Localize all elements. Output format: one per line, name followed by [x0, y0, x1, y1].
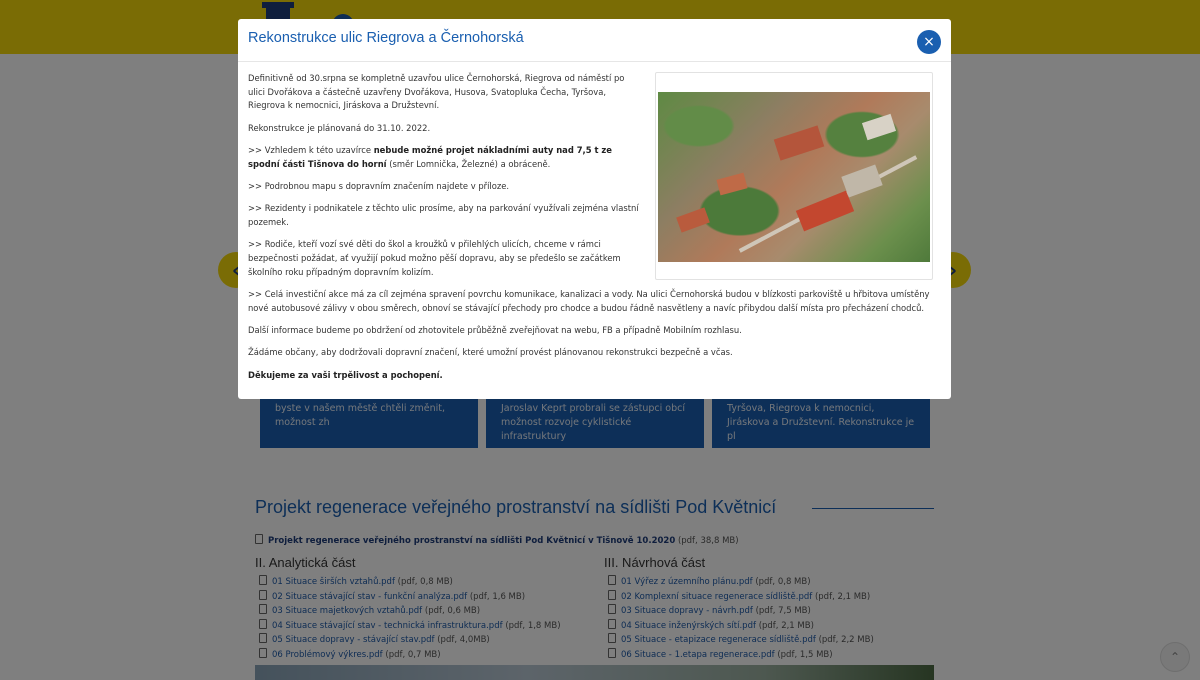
paragraph-text: (směr Lomnička, Železné) a obráceně.	[386, 158, 551, 169]
announcement-modal	[238, 19, 951, 399]
photo-roof-shape	[841, 165, 882, 198]
modal-paragraph	[248, 369, 933, 383]
modal-paragraph: >> Podrobnou mapu s dopravním značením najdete v příloze.	[248, 180, 510, 191]
close-icon[interactable]: ×	[917, 30, 941, 54]
photo-roof-shape	[796, 191, 854, 232]
modal-body	[248, 72, 933, 391]
photo-roof-shape	[716, 173, 747, 196]
modal-paragraph: >> Celá investiční akce má za cíl zejména spravení povrchu komunikace, kanalizaci a vody. Na ulici Černohorská budou v blízkosti parkoviště u hřbitova umístěny nové autobusové zálivy v obou směrech, obnoví se stávající přechody pro chodce a budou řádně nasvětleny a navíc přibydou další místa pro přecházení chodců.	[248, 288, 930, 313]
modal-image-frame	[655, 72, 933, 280]
modal-paragraph: Rekonstrukce je plánovaná do 31.10. 2022.	[248, 122, 431, 133]
modal-paragraph: >> Rodiče, kteří vozí své děti do škol a kroužků v přilehlých ulicích, chceme v rámci bezpečnosti požádat, ať využijí pokud možno pěší dopravu, aby se předešlo se začátkem školního roku případným dopravním kolizím.	[248, 239, 621, 277]
closing-thanks: Děkujeme za vaši trpělivost a pochopení.	[248, 369, 443, 380]
paragraph-bold-text: nebude možné projet nákladními auty nad 7,5 t ze spodní části Tišnova do horní	[248, 144, 612, 169]
photo-roof-shape	[774, 125, 825, 160]
modal-title: Rekonstrukce ulic Riegrova a Černohorská	[248, 30, 524, 46]
paragraph-text: >> Vzhledem k této uzavírce	[248, 144, 374, 155]
aerial-town-photo	[658, 92, 930, 262]
photo-roof-shape	[676, 207, 710, 232]
modal-paragraph: >> Rezidenty i podnikatele z těchto ulic prosíme, aby na parkování využívali zejména vlastní pozemek.	[248, 203, 639, 227]
modal-paragraph: Další informace budeme po obdržení od zhotovitele průběžně zveřejňovat na webu, FB a případně Mobilním rozhlasu.	[248, 324, 742, 335]
modal-paragraph: Definitivně od 30.srpna se kompletně uzavřou ulice Černohorská, Riegrova od náměstí po ulici Dvořákova a částečně uzavřeny Dvořákova, Husova, Svatopluka Čecha, Tyršova, Riegrova k nemocnici, Jiráskova a Družstevní.	[248, 73, 625, 111]
modal-paragraph: Žádáme občany, aby dodržovali dopravní značení, které umožní provést plánovanou rekonstrukci bezpečně a včas.	[248, 347, 733, 358]
photo-roof-shape	[862, 114, 896, 140]
modal-header	[238, 19, 951, 62]
